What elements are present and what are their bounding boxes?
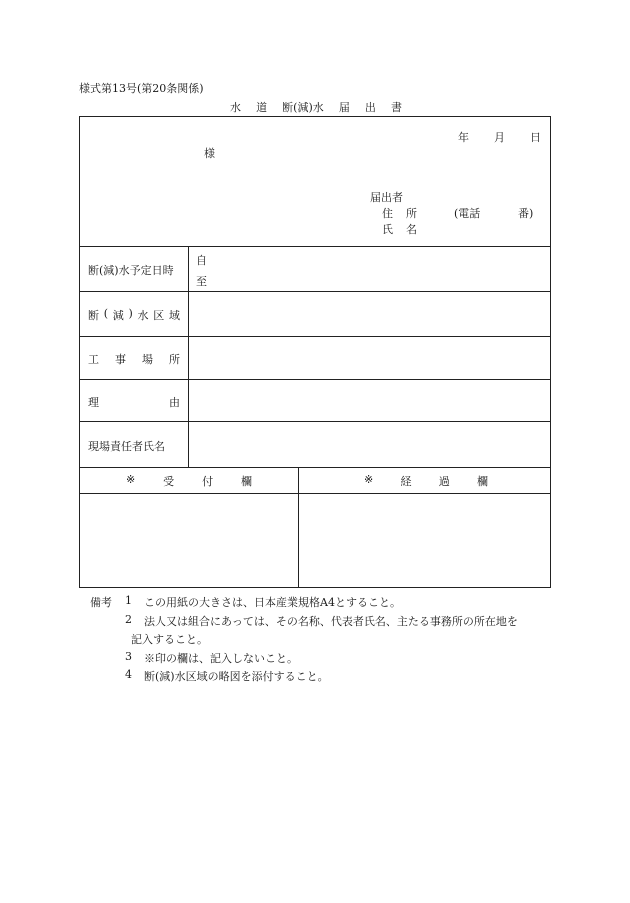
site-label-char: 場 (142, 353, 153, 366)
note-text: ※印の欄は、記入しないこと。 (144, 652, 298, 665)
address-label-char: 住 (382, 207, 393, 220)
row-divider (80, 291, 550, 292)
document-title (230, 99, 402, 115)
manager-label: 現場責任者氏名 (88, 440, 165, 453)
note-number: 3 (125, 650, 132, 663)
area-label-char: 水 (137, 309, 149, 322)
reception-header-char: 欄 (240, 475, 252, 488)
reason-label (88, 394, 180, 410)
title-char: 出 (364, 101, 376, 114)
row-divider (80, 467, 550, 468)
site-label-char: 所 (169, 353, 180, 366)
note-number: 4 (125, 668, 132, 681)
note-text: 断(減)水区域の略図を添付すること。 (144, 670, 329, 683)
progress-header-char: ※ (364, 473, 374, 486)
note-text: 法人又は組合にあっては、その名称、代表者氏名、主たる事務所の所在地を (144, 615, 518, 628)
phone-open-label: (電話 (454, 207, 481, 220)
reason-label-char: 理 (88, 396, 99, 409)
date-day-label: 日 (530, 131, 541, 144)
reception-header-char: 受 (163, 475, 175, 488)
date-year-label: 年 (458, 131, 469, 144)
title-char: 書 (390, 101, 402, 114)
schedule-to-label: 至 (196, 275, 207, 288)
area-label-char: 域 (169, 309, 180, 322)
row-divider (80, 493, 550, 494)
schedule-label: 断(減)水予定日時 (88, 264, 174, 277)
area-label-char: 減 (112, 309, 124, 322)
name-label-char: 氏 (382, 223, 393, 236)
note-text: この用紙の大きさは、日本産業規格A4とすること。 (144, 596, 401, 609)
notes-heading: 備考 (90, 596, 112, 609)
applicant-label: 届出者 (370, 191, 403, 204)
progress-header-char: 経 (400, 475, 412, 488)
reception-header-char: ※ (126, 473, 136, 486)
row-divider (80, 246, 550, 247)
note-number: 2 (125, 613, 132, 626)
address-label-char: 所 (406, 207, 417, 220)
name-label-char: 名 (406, 223, 417, 236)
area-label-char: 区 (153, 309, 165, 322)
reception-header-char: 付 (202, 475, 214, 488)
title-char: 断(減)水 (282, 101, 324, 114)
title-char: 道 (256, 101, 268, 114)
site-label-char: 事 (115, 353, 126, 366)
label-column-divider (188, 246, 189, 467)
title-char: 届 (338, 101, 350, 114)
schedule-from-label: 自 (196, 254, 207, 267)
application-form (79, 116, 551, 588)
note-text-continuation: 記入すること。 (131, 633, 208, 646)
site-label-char: 工 (88, 353, 99, 366)
reason-label-char: 由 (169, 396, 180, 409)
progress-column-header (364, 473, 488, 489)
reception-column-header (126, 473, 252, 489)
progress-header-char: 過 (438, 475, 450, 488)
area-label-char: ( (103, 307, 109, 320)
area-label-char: ) (128, 307, 133, 320)
row-divider (80, 421, 550, 422)
site-label (88, 351, 180, 367)
addressee-suffix: 様 (204, 147, 215, 160)
progress-header-char: 欄 (476, 475, 488, 488)
area-label (88, 307, 180, 323)
note-number: 1 (125, 594, 132, 607)
date-month-label: 月 (494, 131, 505, 144)
phone-close-label: 番) (518, 207, 534, 220)
area-label-char: 断 (88, 309, 99, 322)
form-number: 様式第13号(第20条関係) (79, 82, 204, 95)
title-char: 水 (230, 101, 241, 114)
official-column-divider (298, 467, 299, 588)
row-divider (80, 379, 550, 380)
row-divider (80, 336, 550, 337)
